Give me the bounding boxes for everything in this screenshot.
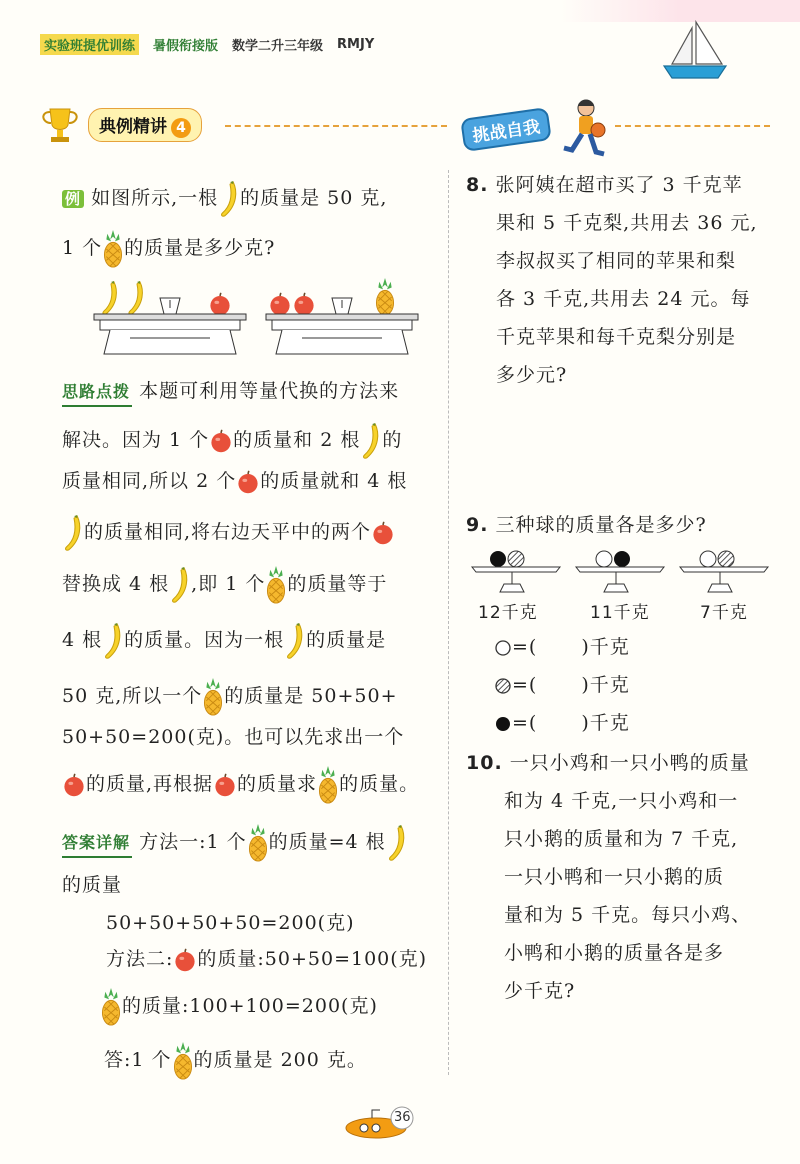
challenge-title: 挑战自我 bbox=[460, 107, 552, 152]
balance-scale-right bbox=[262, 278, 422, 362]
text-span: 方法二: bbox=[106, 948, 174, 970]
text-span: 如图所示,一根 bbox=[91, 187, 219, 209]
example-line-1 bbox=[62, 180, 387, 218]
answer-tag: 答案详解 bbox=[62, 830, 132, 858]
thinking-line-2 bbox=[62, 422, 402, 460]
balance-scale-left bbox=[90, 278, 250, 362]
q10-line: 量和为 5 千克。每只小鸡、 bbox=[504, 904, 752, 926]
page-header bbox=[40, 34, 374, 55]
section-title: 典例精讲 4 bbox=[88, 108, 202, 142]
question-8 bbox=[466, 172, 743, 198]
text-span: 1 个 bbox=[62, 237, 103, 259]
q8-line: 李叔叔买了相同的苹果和梨 bbox=[496, 250, 737, 272]
striped-ball-answer bbox=[494, 672, 630, 698]
banana-icon bbox=[284, 622, 306, 660]
challenge-section-header bbox=[462, 113, 550, 146]
header-dash-line bbox=[225, 125, 447, 127]
q8-line: 多少元? bbox=[496, 364, 568, 386]
trophy-icon bbox=[38, 103, 82, 147]
apple-icon bbox=[371, 521, 395, 545]
text-span: 的质量就和 4 根 bbox=[260, 470, 408, 492]
answer-line-2: 的质量 bbox=[62, 874, 123, 896]
thinking-line-5 bbox=[62, 566, 387, 604]
example-tag: 例 bbox=[62, 190, 84, 208]
text-span: =( bbox=[512, 674, 538, 696]
thinking-line-8: 50+50=200(克)。也可以先求出一个 bbox=[62, 726, 405, 748]
thinking-line-9 bbox=[62, 766, 419, 804]
text-span: 本题可利用等量代换的方法来 bbox=[139, 380, 400, 402]
pineapple-icon bbox=[100, 988, 122, 1026]
text-span: 的质量。 bbox=[339, 773, 420, 795]
q9-text: 三种球的质量各是多少? bbox=[495, 514, 707, 536]
q10-line: 小鸭和小鹅的质量各是多 bbox=[504, 942, 725, 964]
q10-line: 一只小鸡和一只小鸭的质量 bbox=[509, 752, 750, 774]
thinking-line-1 bbox=[62, 378, 399, 407]
text-span: 的质量是 50 克, bbox=[240, 187, 388, 209]
banana-icon bbox=[218, 180, 240, 218]
q10-line: 和为 4 千克,一只小鸡和一 bbox=[504, 790, 739, 812]
text-span: 4 根 bbox=[62, 629, 103, 651]
header-dash-line bbox=[615, 125, 770, 127]
answer-line-5 bbox=[100, 988, 378, 1026]
text-span: 替换成 4 根 bbox=[62, 573, 170, 595]
answer-line-1 bbox=[62, 824, 408, 862]
boy-running-icon bbox=[556, 98, 612, 164]
pineapple-icon bbox=[247, 824, 269, 862]
apple-icon bbox=[173, 948, 197, 972]
question-9 bbox=[466, 512, 707, 538]
banana-icon bbox=[62, 514, 84, 552]
answer-line-3: 50+50+50+50=200(克) bbox=[106, 912, 355, 934]
code-label: RMJY bbox=[337, 37, 375, 52]
q8-line: 千克苹果和每千克梨分别是 bbox=[496, 326, 737, 348]
pineapple-icon bbox=[172, 1042, 194, 1080]
text-span: )千克 bbox=[581, 674, 630, 696]
text-span: =( bbox=[512, 636, 538, 658]
text-span: 解决。因为 1 个 bbox=[62, 429, 210, 451]
question-number: 9. bbox=[466, 514, 489, 536]
subject-label: 数学二升三年级 bbox=[232, 39, 324, 54]
text-span: 的 bbox=[382, 429, 403, 451]
text-span: )千克 bbox=[581, 636, 630, 658]
pineapple-icon bbox=[202, 678, 224, 716]
ball-scale-3 bbox=[676, 550, 772, 594]
ball-scale-1 bbox=[468, 550, 564, 594]
q10-line: 一只小鸭和一只小鹅的质 bbox=[504, 866, 725, 888]
text-span: 的质量和 2 根 bbox=[233, 429, 361, 451]
question-10 bbox=[466, 750, 750, 776]
example-line-2 bbox=[62, 230, 275, 268]
q8-line: 果和 5 千克梨,共用去 36 元, bbox=[496, 212, 758, 234]
text-span: ,即 1 个 bbox=[191, 573, 266, 595]
q8-line: 张阿姨在超市买了 3 千克苹 bbox=[495, 174, 743, 196]
banana-icon bbox=[360, 422, 382, 460]
text-span: 质量相同,所以 2 个 bbox=[62, 470, 237, 492]
scale-weight-1: 12千克 bbox=[478, 603, 538, 623]
text-span: 的质量等于 bbox=[287, 573, 388, 595]
example-section-header bbox=[38, 103, 202, 147]
text-span: =( bbox=[512, 712, 538, 734]
black-ball-answer bbox=[494, 710, 630, 736]
thinking-line-6 bbox=[62, 622, 386, 660]
pineapple-icon bbox=[265, 566, 287, 604]
banana-icon bbox=[102, 622, 124, 660]
section-number-badge: 4 bbox=[171, 118, 191, 138]
text-span: 的质量,再根据 bbox=[86, 773, 214, 795]
question-number: 10. bbox=[466, 752, 503, 774]
ball-scale-2 bbox=[572, 550, 668, 594]
edition-label: 暑假衔接版 bbox=[153, 39, 219, 54]
thinking-line-3 bbox=[62, 468, 407, 494]
q10-line: 少千克? bbox=[504, 980, 576, 1002]
page-number: 36 bbox=[394, 1110, 411, 1125]
white-ball-answer bbox=[494, 634, 630, 660]
text-span: 50 克,所以一个 bbox=[62, 685, 203, 707]
white-ball-icon bbox=[494, 639, 512, 657]
series-title: 实验班提优训练 bbox=[40, 34, 139, 55]
text-span: 的质量是 200 克。 bbox=[193, 1049, 367, 1071]
text-span: 的质量。因为一根 bbox=[124, 629, 285, 651]
column-divider bbox=[448, 170, 449, 1075]
apple-icon bbox=[62, 773, 86, 797]
text-span: 的质量求 bbox=[237, 773, 318, 795]
thinking-line-7 bbox=[62, 678, 398, 716]
banana-icon bbox=[169, 566, 191, 604]
answer-line-4 bbox=[106, 946, 427, 972]
sailboat-icon bbox=[660, 18, 730, 84]
apple-icon bbox=[209, 429, 233, 453]
q8-line: 各 3 千克,共用去 24 元。每 bbox=[496, 288, 751, 310]
text-span: 的质量是 50+50+ bbox=[224, 685, 398, 707]
text-span: 答:1 个 bbox=[104, 1049, 172, 1071]
striped-ball-icon bbox=[494, 677, 512, 695]
thinking-line-4 bbox=[62, 514, 395, 552]
black-ball-icon bbox=[494, 715, 512, 733]
text-span: 的质量:50+50=100(克) bbox=[197, 948, 428, 970]
thinking-tag: 思路点拨 bbox=[62, 379, 132, 407]
pineapple-icon bbox=[102, 230, 124, 268]
text-span: 的质量是 bbox=[306, 629, 387, 651]
banana-icon bbox=[386, 824, 408, 862]
scale-weight-2: 11千克 bbox=[590, 603, 650, 623]
apple-icon bbox=[236, 470, 260, 494]
text-span: 的质量:100+100=200(克) bbox=[122, 995, 378, 1017]
apple-icon bbox=[213, 773, 237, 797]
q10-line: 只小鹅的质量和为 7 千克, bbox=[504, 828, 739, 850]
pineapple-icon bbox=[317, 766, 339, 804]
text-span: 的质量=4 根 bbox=[268, 831, 386, 853]
text-span: 方法一:1 个 bbox=[139, 831, 247, 853]
text-span: 的质量是多少克? bbox=[124, 237, 276, 259]
answer-line-6 bbox=[104, 1042, 367, 1080]
text-span: )千克 bbox=[581, 712, 630, 734]
text-span: 的质量相同,将右边天平中的两个 bbox=[84, 521, 372, 543]
question-number: 8. bbox=[466, 174, 489, 196]
scale-weight-3: 7千克 bbox=[700, 603, 748, 623]
